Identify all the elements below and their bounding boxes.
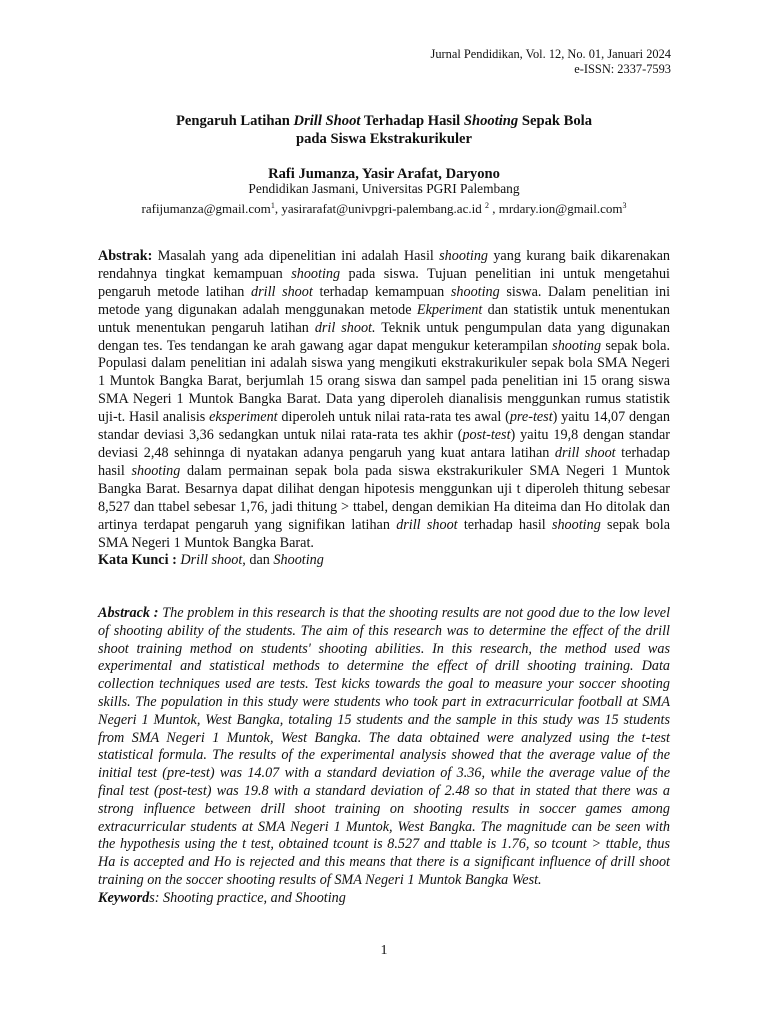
abstrak-text: Teknik untuk pengumpulan data yang digunakan dengan tes. Tes tendangan ke arah gawang agar dapat mengukur keterampilan [98,319,670,354]
email-2[interactable]: yasirarafat@univpgri-palembang.ac.id [281,201,485,216]
title-line-2: pada Siswa Ekstrakurikuler [296,131,472,147]
keywords [98,890,670,908]
journal-header [431,47,671,77]
abstrak-text: terhadap hasil [98,444,671,479]
abstract-paragraph [98,605,670,890]
affiliation: Pendidikan Jasmani, Universitas PGRI Palembang [248,181,520,196]
abstrak-paragraph [98,248,670,552]
abstract-label: Abstrack : [98,605,159,621]
abstrak-term: dril shoot. [314,319,376,336]
abstrak-text: Masalah yang ada dipenelitian ini adalah Hasil [152,248,440,264]
abstrak-term: Ekperiment [416,301,483,318]
keywords-text: s: Shooting practice, and Shooting [149,889,346,906]
abstrak-text: terhadap kemampuan [312,283,451,300]
abstrak-term: shooting [552,337,602,354]
abstrak-term: shooting [131,462,181,479]
abstrak-text: ) yaitu 19,8 dengan standar deviasi 2,48 sehinnga di nyatakan adanya pengaruh yang kuat antara latihan [98,427,670,461]
abstrak-term: drill shoot [396,516,458,533]
abstrak-term: post-test [462,427,511,444]
paper-title [0,112,768,148]
title-part: Terhadap Hasil [360,113,464,129]
abstrak-term: drill shoot [251,283,313,300]
title-part: Pengaruh Latihan [175,113,294,129]
page-number: 1 [380,943,388,958]
authors: Rafi Jumanza, Yasir Arafat, Daryono [268,166,500,182]
abstrak-label: Abstrak: [98,248,153,264]
kata-kunci-term: Shooting [273,552,324,569]
abstrak-text: siswa. Dalam penelitian ini metode yang digunakan adalah menggunakan metode [98,283,671,318]
kata-kunci-label: Kata Kunci : [98,552,177,569]
abstrak-text: pada siswa. Tujuan penelitian ini untuk mengetahui pengaruh metode latihan [98,265,670,300]
abstrak-section [98,248,670,570]
abstrak-term: drill shoot [554,444,616,461]
journal-name: Jurnal Pendidikan, Vol. 12, No. 01, Januari 2024 [430,47,671,61]
email-sup-1: 1 [270,201,275,210]
abstrak-term: shooting [551,516,601,533]
abstrak-text: sepak bola SMA Negeri 1 Muntok Bangka Barat. [98,516,671,551]
title-part: Sepak Bola [518,113,593,129]
abstrak-term: eksperiment [209,409,278,426]
abstrak-term: shooting [439,248,489,264]
journal-issn: e-ISSN: 2337-7593 [574,62,671,76]
email-1[interactable]: rafijumanza@gmail.com [141,201,271,216]
kata-kunci-sep: , dan [242,552,274,569]
abstrak-term: pre-test [509,409,553,426]
kata-kunci [98,552,670,570]
abstrak-text: yang kurang baik dikarenakan rendahnya tingkat kemampuan [98,248,670,282]
abstrak-text: dalam permainan sepak bola pada siswa ekstrakurikuler SMA Negeri 1 Muntok Bangka Barat. Besarnya dapat dilihat dengan hipotesis menggunkan uji t diperoleh thitung sebesar 8,527 dan ttabel sebesar 1,76, jadi thitung > ttabel, dengan demikian Ha diteima dan Ho ditolak dan artinya terdapat pengaruh yang signifikan latihan [98,462,670,533]
abstrak-text: sepak bola. Populasi dalam penelitian ini adalah siswa yang mengikuti ekstrakurikuler sepak bola SMA Negeri 1 Muntok Bangka Barat, berjumlah 15 orang siswa dan sampel pada penelitian ini 15 orang siswa SMA Negeri 1 Muntok Bangka Barat. Data yang diperoleh dianalisis menggunkan rumus statistik uji-t. Hasil analisis [98,337,670,426]
abstrak-term: shooting [291,265,341,282]
email-sep: , [488,201,499,216]
title-part: Shooting [463,113,519,129]
abstrak-text: ) yaitu 14,07 dengan standar deviasi 3,36 sedangkan untuk nilai rata-rata tes akhir ( [98,409,671,444]
kata-kunci-term: Drill shoot [176,552,243,569]
title-line-1 [0,112,768,130]
keywords-label: Keyword [98,889,150,906]
abstract-section [98,605,670,908]
title-part: Drill Shoot [293,113,361,129]
email-sup-3: 3 [622,201,627,210]
email-3[interactable]: mrdary.ion@gmail.com [498,201,623,216]
abstract-text: The problem in this research is that the shooting results are not good due to the low level of shooting ability of the students. The aim of this research was to determine the effect of the drill shoot training method on students' shooting abilities. In this research, the method used was experimental and statistical methods to determine the effect of drill shooting training. Data collection techniques used are tests. Test kicks towards the goal to measure your soccer shooting skills. The population in this study were students who took part in extracurricular football at SMA Negeri 1 Muntok, West Bangka, totaling 15 students and the sample in this study was 15 students from SMA Negeri 1 Muntok, West Bangka. The data obtained were analyzed using the t-test statistical formula. The results of the experimental analysis showed that the average value of the initial test (pre-test) was 14.07 with a standard deviation of 3.36, while the average value of the final test (post-test) was 19.8 with a standard deviation of 2.48 so that in stated that there was a strong influence between drill shoot training on shooting results in soccer games among extracurricular students at SMA Negeri 1 Muntok, West Bangka. The magnitude can be seen with the hypothesis using the t test, obtained tcount is 8.527 and ttable is 1.76, so tcount > ttable, thus Ha is accepted and Ho is rejected and this means that there is a significant influence of drill shoot training on the soccer shooting results of SMA Negeri 1 Muntok Bangka West. [98,605,671,888]
abstrak-term: shooting [450,283,500,300]
abstrak-text: dan statistik untuk menentukan untuk menentukan pengaruh latihan [98,301,670,336]
email-sep: , [274,201,282,216]
abstrak-text: terhadap hasil [457,516,552,533]
author-emails [0,198,768,217]
email-sup-2: 2 [484,201,489,210]
abstrak-text: diperoleh untuk nilai rata-rata tes awal ( [277,409,510,426]
